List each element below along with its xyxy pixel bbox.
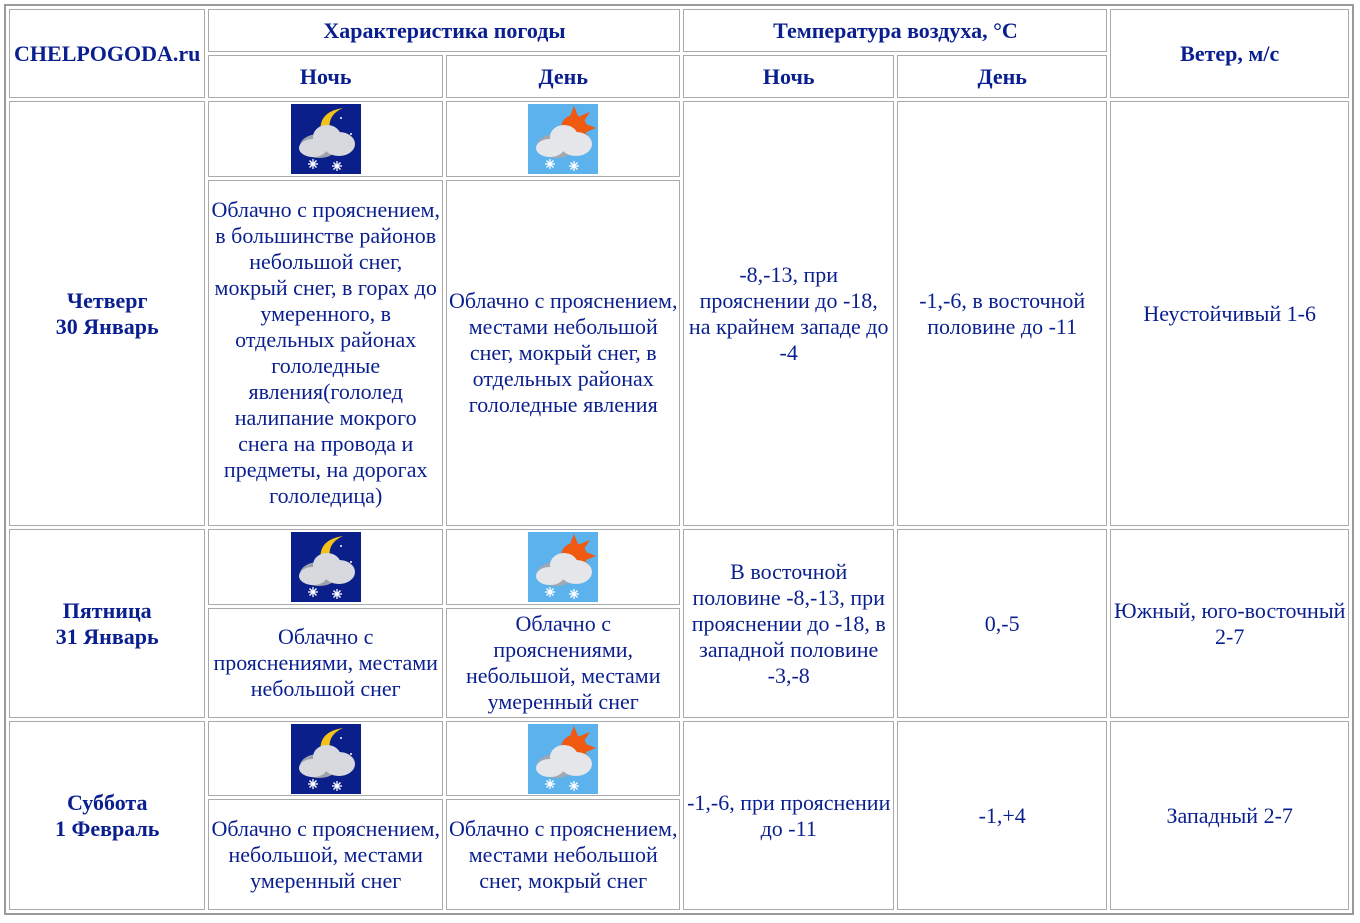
night-icon-cell — [208, 721, 443, 796]
temp-night: -8,-13, при прояснении до -18, на крайнем западе до -4 — [683, 101, 893, 526]
forecast-day-label — [9, 101, 205, 526]
header-temp-day: День — [897, 55, 1107, 98]
header-temp-night: Ночь — [683, 55, 893, 98]
night-description: Облачно с прояснением, в большинстве районов небольшой снег, мокрый снег, в горах до умеренного, в отдельных районах гололедные явления(гололед налипание мокрого снега на провода и предметы, на дорогах гололедица) — [208, 180, 443, 527]
forecast-day-label — [9, 529, 205, 718]
header-temperature: Температура воздуха, °С — [683, 9, 1107, 52]
wind: Неустойчивый 1-6 — [1110, 101, 1349, 526]
day-description: Облачно с прояснением, местами небольшой снег, мокрый снег, в отдельных районах гололедные явления — [446, 180, 681, 527]
wind: Южный, юго-восточный 2-7 — [1110, 529, 1349, 718]
temp-day: -1,-6, в восточной половине до -11 — [897, 101, 1107, 526]
moon-cloud-snow-icon — [291, 724, 361, 794]
temp-night: В восточной половине -8,-13, при прояснении до -18, в западной половине -3,-8 — [683, 529, 893, 718]
day-description: Облачно с прояснениями, небольшой, местами умеренный снег — [446, 608, 681, 719]
weekday: Четверг — [66, 287, 148, 313]
temp-night: -1,-6, при прояснении до -11 — [683, 721, 893, 910]
temp-day: 0,-5 — [897, 529, 1107, 718]
forecast-day-label — [9, 721, 205, 910]
night-description: Облачно с прояснениями, местами небольшой снег — [208, 608, 443, 719]
header-weather: Характеристика погоды — [208, 9, 680, 52]
weekday: Суббота — [66, 789, 148, 815]
date: 30 Январь — [55, 313, 159, 339]
weekday: Пятница — [62, 597, 152, 623]
night-icon-cell — [208, 101, 443, 176]
night-icon-cell — [208, 529, 443, 604]
forecast-frame — [4, 4, 1354, 915]
temp-day: -1,+4 — [897, 721, 1107, 910]
sun-cloud-snow-icon — [528, 532, 598, 602]
day-description: Облачно с прояснением, местами небольшой снег, мокрый снег — [446, 799, 681, 910]
moon-cloud-snow-icon — [291, 104, 361, 174]
header-weather-night: Ночь — [208, 55, 443, 98]
header-wind: Ветер, м/с — [1110, 9, 1349, 98]
date: 31 Январь — [55, 623, 159, 649]
header-weather-day: День — [446, 55, 681, 98]
date: 1 Февраль — [54, 815, 160, 841]
sun-cloud-snow-icon — [528, 724, 598, 794]
day-icon-cell — [446, 529, 681, 604]
night-description: Облачно с прояснением, небольшой, местами умеренный снег — [208, 799, 443, 910]
day-icon-cell — [446, 721, 681, 796]
day-icon-cell — [446, 101, 681, 176]
moon-cloud-snow-icon — [291, 532, 361, 602]
wind: Западный 2-7 — [1110, 721, 1349, 910]
brand-logo-text[interactable]: CHELPOGODA.ru — [9, 9, 205, 98]
forecast-table — [6, 6, 1352, 913]
sun-cloud-snow-icon — [528, 104, 598, 174]
